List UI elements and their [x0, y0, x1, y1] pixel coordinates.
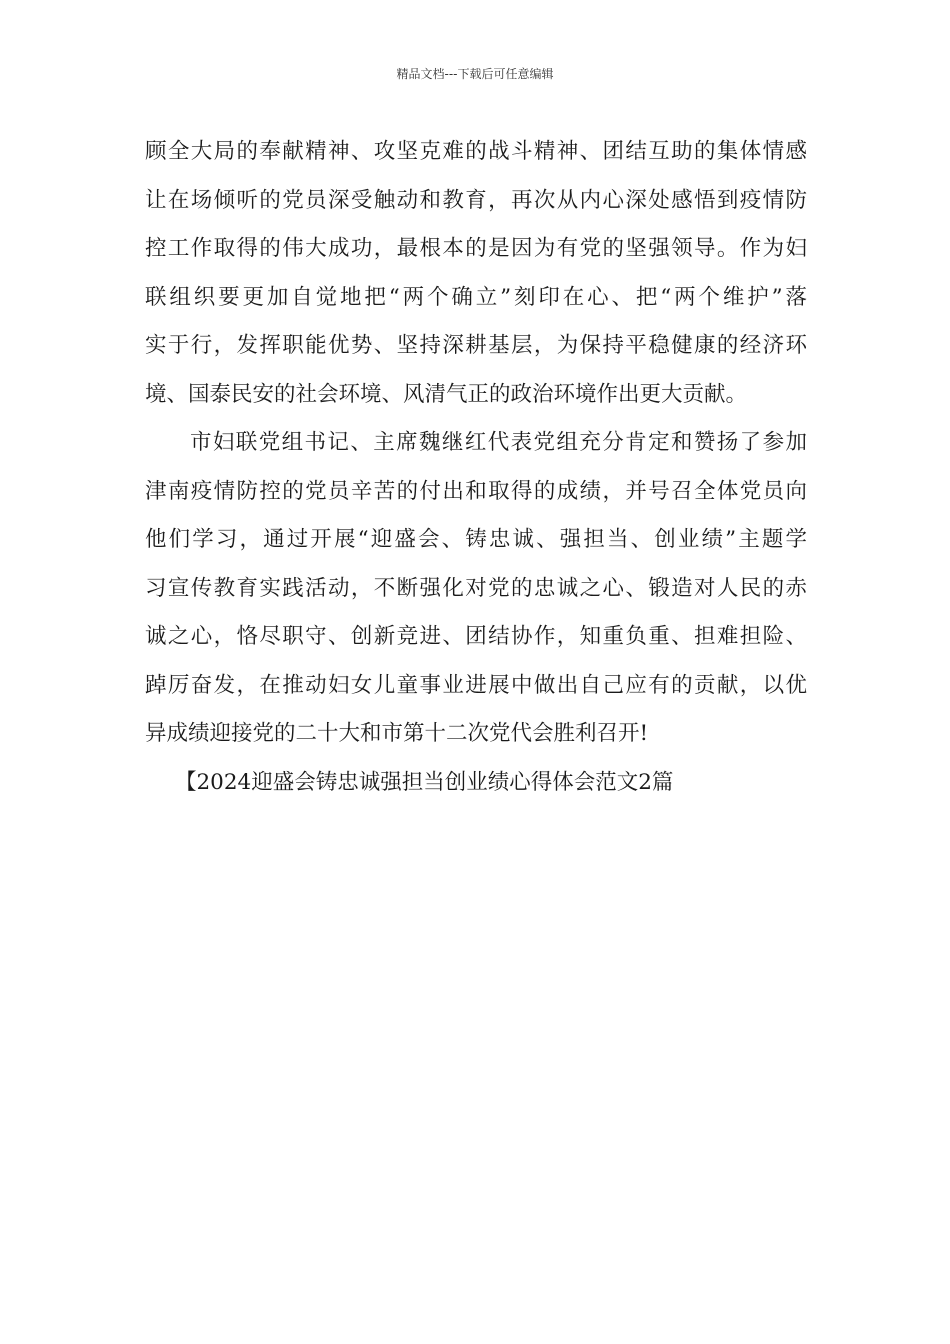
paragraph-2-line-6: 踔厉奋发，在推动妇女儿童事业进展中做出自己应有的贡献，以优: [145, 672, 807, 698]
paragraph-2-line-1: 市妇联党组书记、主席魏继红代表党组充分肯定和赞扬了参加: [190, 430, 807, 455]
paragraph-1-line-1: 顾全大局的奉献精神、攻坚克难的战斗精神、团结互助的集体情感: [145, 139, 807, 164]
article-title-link-text: 【2024迎盛会铸忠诚强担当创业绩心得体会范文2篇: [175, 769, 674, 795]
paragraph-1-line-6: 境、国泰民安的社会环境、风清气正的政治环境作出更大贡献。: [145, 381, 748, 407]
paragraph-2-line-3: 他们学习，通过开展“迎盛会、铸忠诚、强担当、创业绩”主题学: [145, 527, 807, 552]
paragraph-1-line-2: 让在场倾听的党员深受触动和教育，再次从内心深处感悟到疫情防: [145, 187, 807, 213]
paragraph-2-line-7: 异成绩迎接党的二十大和市第十二次党代会胜利召开!: [145, 721, 649, 746]
paragraph-1-line-4: 联组织要更加自觉地把“两个确立”刻印在心、把“两个维护”落: [145, 284, 807, 310]
page-header: 精品文档---下载后可任意编辑: [396, 67, 554, 81]
paragraph-1-line-3: 控工作取得的伟大成功，最根本的是因为有党的坚强领导。作为妇: [145, 236, 807, 261]
paragraph-1-line-5: 实于行，发挥职能优势、坚持深耕基层，为保持平稳健康的经济环: [145, 333, 807, 358]
paragraph-2-line-5: 诚之心，恪尽职守、创新竞进、团结协作，知重负重、担难担险、: [145, 624, 807, 649]
paragraph-2-line-4: 习宣传教育实践活动，不断强化对党的忠诚之心、锻造对人民的赤: [145, 575, 807, 601]
paragraph-2-line-2: 津南疫情防控的党员辛苦的付出和取得的成绩，并号召全体党员向: [145, 478, 807, 504]
document-body: [145, 132, 807, 811]
